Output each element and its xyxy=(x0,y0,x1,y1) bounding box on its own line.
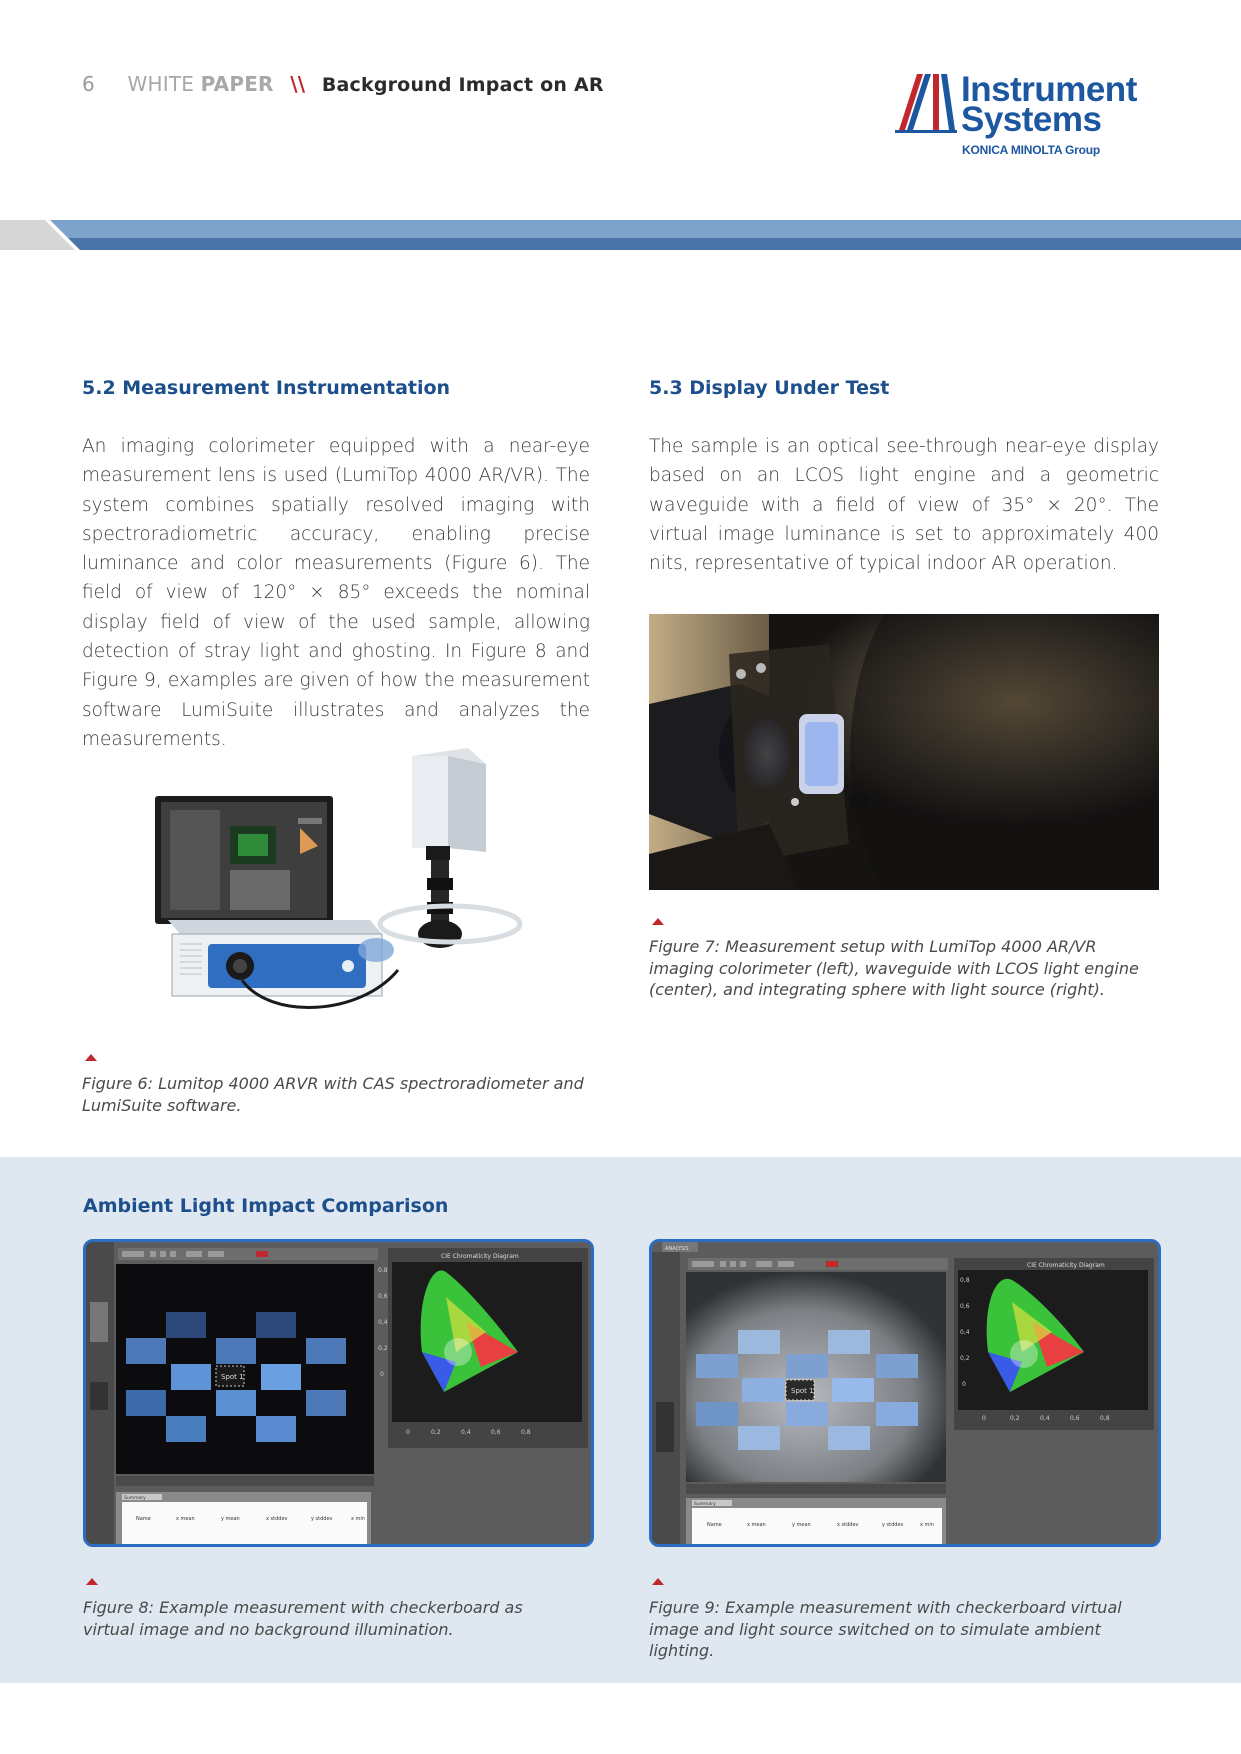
figure-9-caption: Figure 9: Example measurement with checkerboard virtual image and light source switched on to simulate ambient lighting. xyxy=(649,1598,1122,1660)
logo-mark-icon xyxy=(895,72,959,134)
figure-7-caption-marker xyxy=(652,918,664,925)
table-col-fig8-1: x mean xyxy=(176,1516,195,1522)
figure-8-software-view xyxy=(86,1242,591,1544)
table-col-fig9-1: x mean xyxy=(747,1522,766,1528)
chart-title-fig9: CIE Chromaticity Diagram xyxy=(1027,1262,1105,1269)
logo-group-line: KONICA MINOLTA Group xyxy=(962,143,1100,157)
header-label-light: WHITE xyxy=(127,72,195,96)
figure-6-caption-marker xyxy=(85,1054,97,1061)
figure-6-image xyxy=(150,748,530,1024)
figure-6-caption: Figure 6: Lumitop 4000 ARVR with CAS spectroradiometer and LumiSuite software. xyxy=(82,1074,584,1115)
x-tick-fig8-0: 0 xyxy=(406,1429,410,1436)
figure-8-caption-marker xyxy=(86,1578,98,1585)
y-tick-fig8-1: 0,6 xyxy=(378,1293,388,1300)
table-col-fig9-4: y stddev xyxy=(882,1522,904,1528)
table-col-fig8-5: x min xyxy=(351,1516,365,1522)
chart-title-fig8: CIE Chromaticity Diagram xyxy=(441,1253,519,1260)
x-tick-fig8-1: 0,2 xyxy=(431,1429,441,1436)
running-header xyxy=(82,72,604,96)
table-col-fig8-0: Name xyxy=(136,1516,151,1522)
y-tick-fig8-0: 0,8 xyxy=(378,1267,388,1274)
table-col-fig9-3: x stddev xyxy=(837,1522,859,1528)
figure-8-screenshot xyxy=(83,1239,594,1547)
page-number: 6 xyxy=(82,72,95,96)
section-5-3-paragraph: The sample is an optical see-through near-eye display based on an LCOS light engine and a geometric waveguide with a field of view of 35° × 20°. The virtual image luminance is set to approximately 400 nits, representative of typical indoor AR operation. xyxy=(649,436,1159,575)
header-label-bold: PAPER xyxy=(200,72,274,96)
header-separator: \\ xyxy=(290,72,306,96)
table-col-fig8-3: x stddev xyxy=(266,1516,288,1522)
y-tick-fig9-2: 0,4 xyxy=(960,1329,970,1336)
logo-line-1: Instrument xyxy=(961,70,1137,109)
header-band xyxy=(0,220,1241,250)
y-tick-fig8-2: 0,4 xyxy=(378,1319,388,1326)
figure-9-software-view xyxy=(652,1242,1158,1544)
y-tick-fig9-0: 0,8 xyxy=(960,1277,970,1284)
header-title: Background Impact on AR xyxy=(321,74,604,96)
summary-tab-fig9: Summary xyxy=(694,1502,716,1507)
spot-label-fig9: Spot 1 xyxy=(791,1387,814,1395)
y-tick-fig9-4: 0 xyxy=(962,1381,966,1388)
summary-tab-fig8: Summary xyxy=(124,1496,146,1501)
logo-line-2: Systems xyxy=(961,100,1102,139)
y-tick-fig8-4: 0 xyxy=(380,1371,384,1378)
figure-7-caption: Figure 7: Measurement setup with LumiTop 4000 AR/VR imaging colorimeter (left), waveguide with LCOS light engine (center), and integrating sphere with light source (right). xyxy=(649,937,1139,999)
figure-7-image xyxy=(649,614,1159,890)
section-heading-5-3: 5.3 Display Under Test xyxy=(649,377,890,399)
x-tick-fig8-4: 0,8 xyxy=(521,1429,531,1436)
x-tick-fig9-1: 0,2 xyxy=(1010,1415,1020,1422)
x-tick-fig8-2: 0,4 xyxy=(461,1429,471,1436)
y-tick-fig9-1: 0,6 xyxy=(960,1303,970,1310)
section-5-2-paragraph: An imaging colorimeter equipped with a near-eye measurement lens is used (LumiTop 4000 AR/VR). The system combines spatially resolved imaging with spectroradiometric accuracy, enabling precise luminance and color measurements (Figure 6). The field of view of 120° × 85° exceeds the nominal display field of view of the used sample, allowing detection of stray light and ghosting. In Figure 8 and Figure 9, examples are given of how the measurement software LumiSuite illustrates and analyzes the measurements. xyxy=(82,436,590,750)
x-tick-fig9-3: 0,6 xyxy=(1070,1415,1080,1422)
x-tick-fig9-0: 0 xyxy=(982,1415,986,1422)
figure-9-caption-marker xyxy=(652,1578,664,1585)
figure-9-screenshot xyxy=(649,1239,1161,1547)
analysis-tab-fig9: ANALYSIS xyxy=(665,1246,689,1252)
ambient-heading: Ambient Light Impact Comparison xyxy=(83,1195,449,1217)
table-col-fig8-2: y mean xyxy=(221,1516,240,1522)
figure-8-caption: Figure 8: Example measurement with checkerboard as virtual image and no background illumination. xyxy=(83,1598,523,1639)
company-logo xyxy=(895,72,1165,162)
y-tick-fig8-3: 0,2 xyxy=(378,1345,388,1352)
y-tick-fig9-3: 0,2 xyxy=(960,1355,970,1362)
table-col-fig8-4: y stddev xyxy=(311,1516,333,1522)
spot-label-fig8: Spot 1 xyxy=(221,1373,244,1381)
x-tick-fig9-4: 0,8 xyxy=(1100,1415,1110,1422)
x-tick-fig8-3: 0,6 xyxy=(491,1429,501,1436)
section-heading-5-2: 5.2 Measurement Instrumentation xyxy=(82,377,451,399)
table-col-fig9-5: x min xyxy=(920,1522,934,1528)
table-col-fig9-2: y mean xyxy=(792,1522,811,1528)
x-tick-fig9-2: 0,4 xyxy=(1040,1415,1050,1422)
table-col-fig9-0: Name xyxy=(707,1522,722,1528)
